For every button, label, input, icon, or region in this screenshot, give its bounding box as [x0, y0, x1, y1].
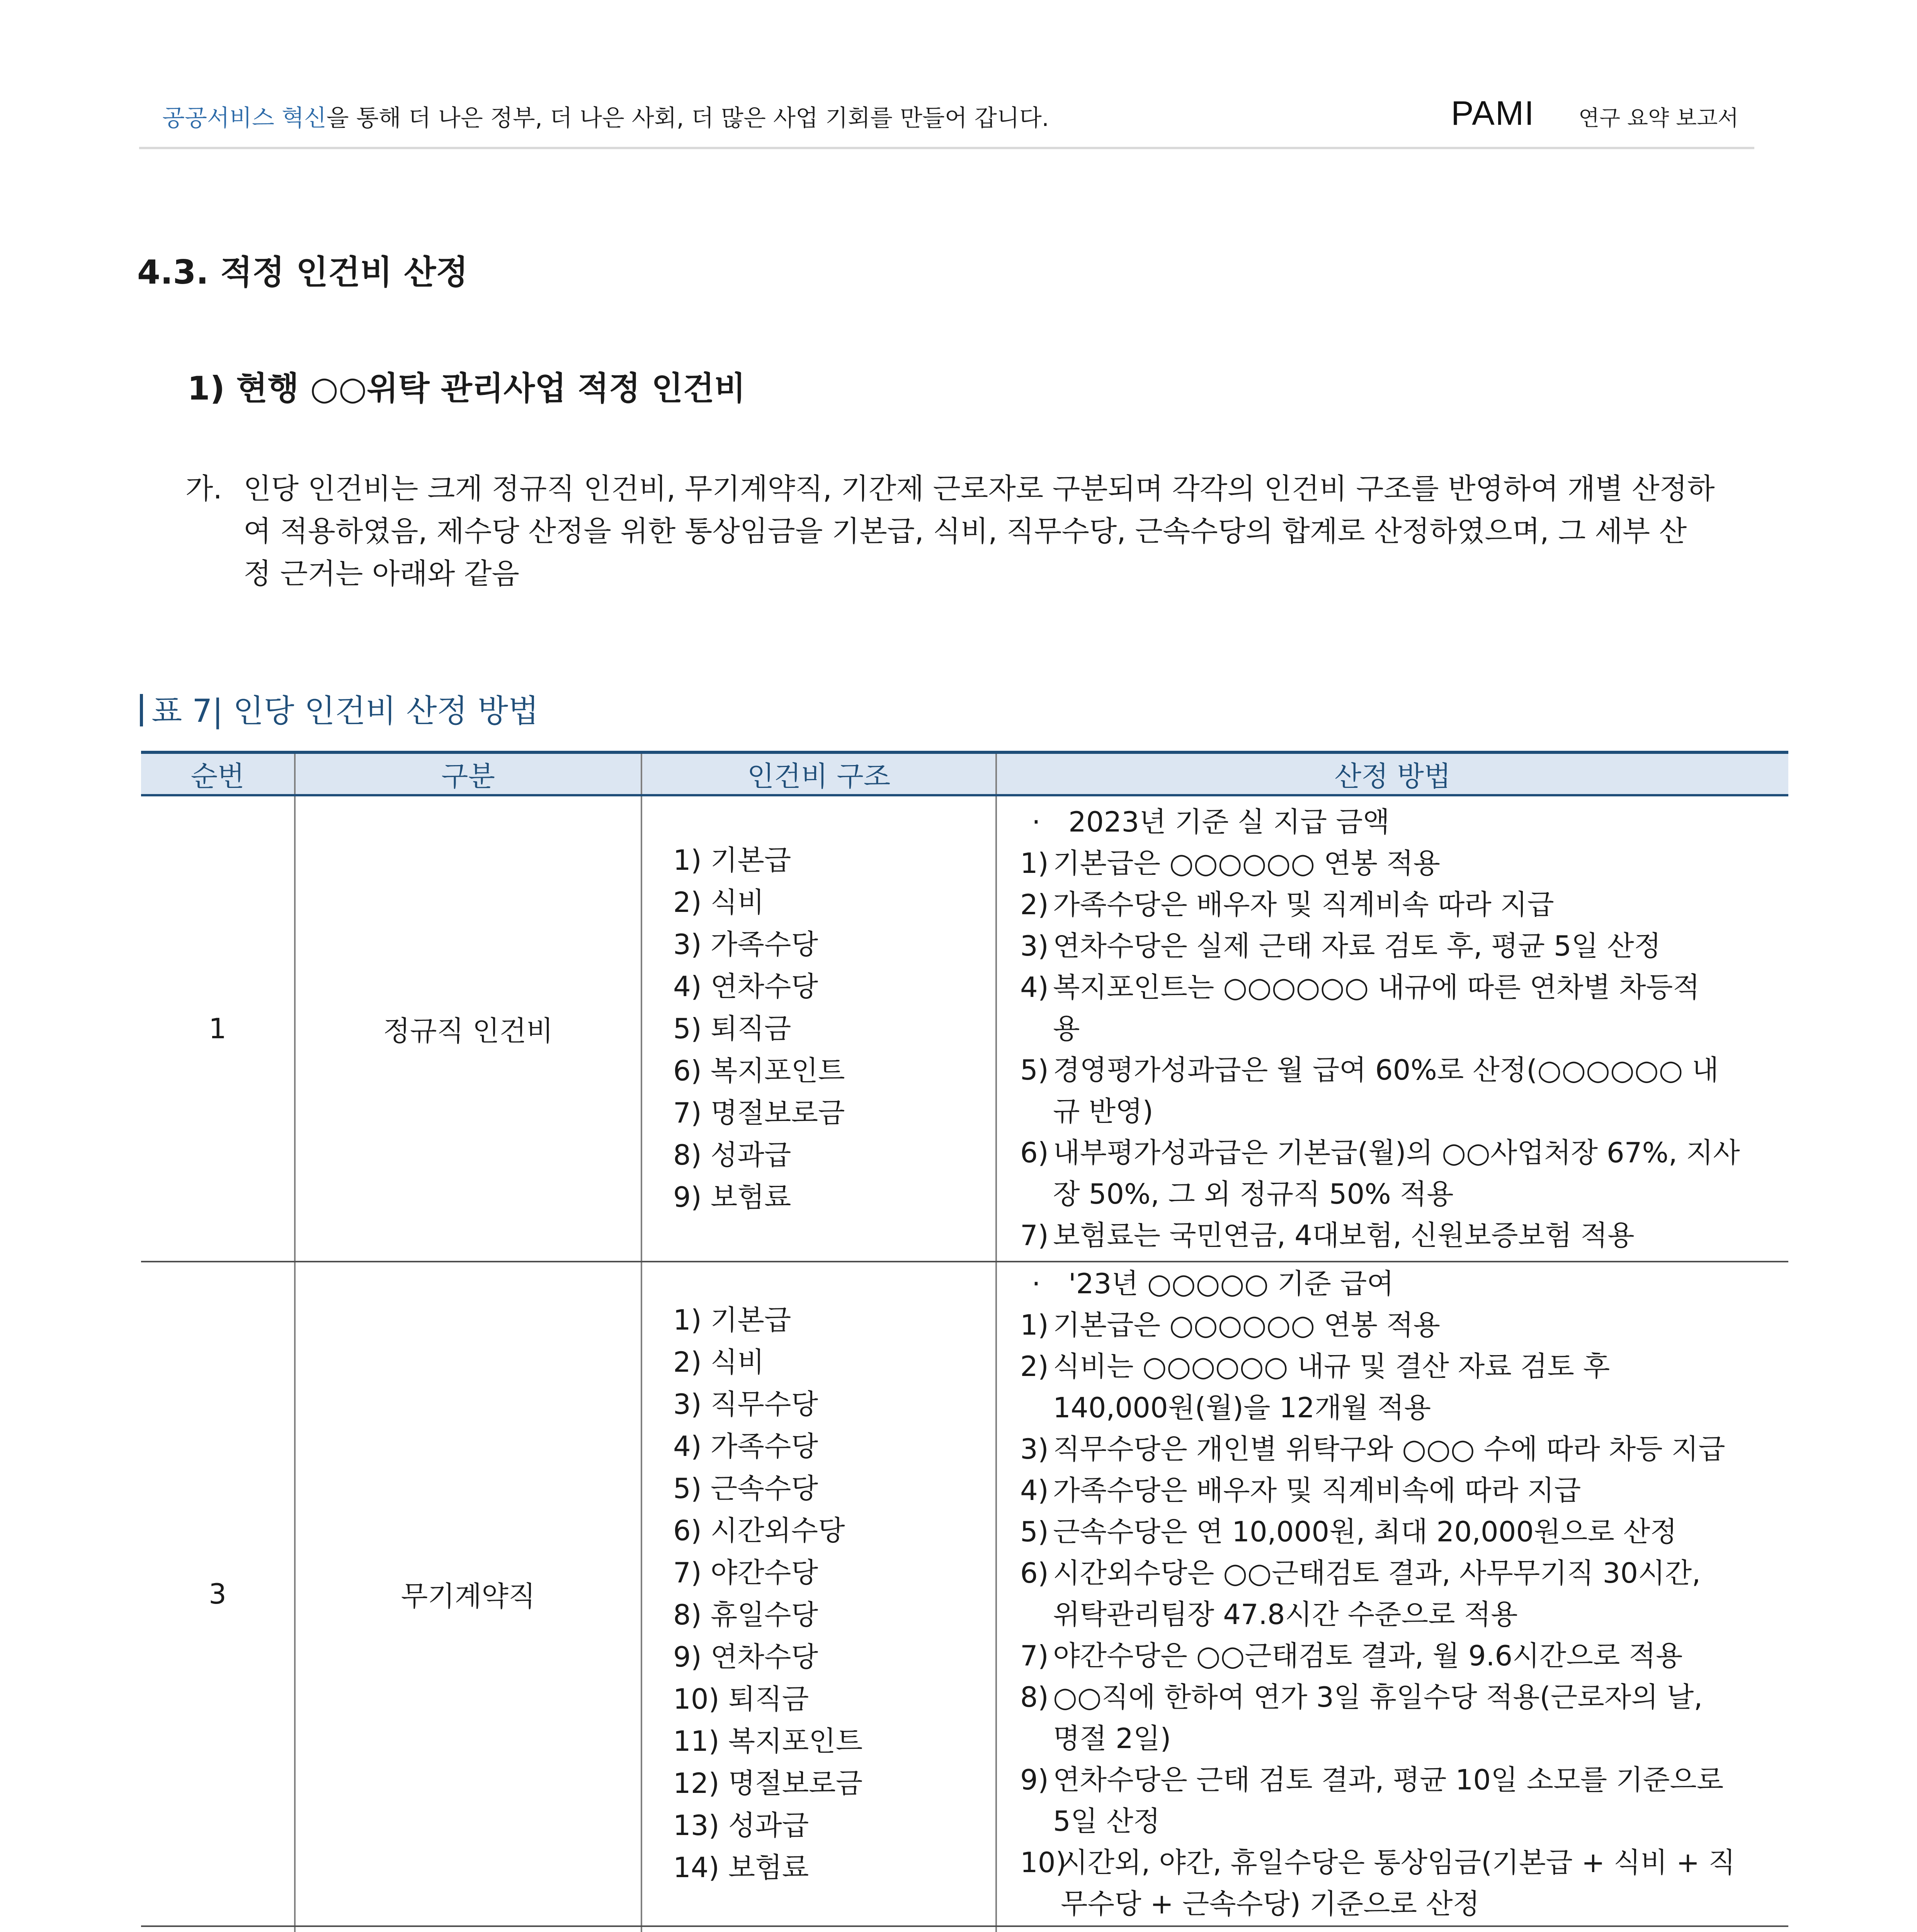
method-text: 장 50%, 그 외 정규직 50% 적용: [1053, 1177, 1454, 1210]
method-line: [1020, 1387, 1788, 1429]
method-line: [1020, 1759, 1788, 1801]
method-line: [1020, 1635, 1788, 1677]
row-category: [295, 1926, 641, 1932]
method-marker: [1020, 1387, 1053, 1429]
method-text: 기본급은 ○○○○○○ 연봉 적용: [1053, 1309, 1441, 1341]
structure-item: 9) 연차수당: [673, 1641, 818, 1673]
method-text: 야간수당은 ○○근태검토 결과, 월 9.6시간으로 적용: [1053, 1639, 1683, 1672]
structure-item: 4) 가족수당: [673, 1430, 818, 1463]
method-line: [1020, 1594, 1788, 1635]
method-text: 내부평가성과급은 기본급(월)의 ○○사업처장 67%, 지사: [1053, 1136, 1740, 1169]
method-marker: ·: [1032, 1267, 1041, 1300]
paragraph-line-1: 인당 인건비는 크게 정규직 인건비, 무기계약직, 기간제 근로자로 구분되며 각각의 인건비 구조를 반영하여 개별 산정하: [243, 472, 1715, 505]
method-marker: 5): [1020, 1515, 1049, 1548]
labor-cost-table: [141, 751, 1788, 1932]
method-line: [1020, 1173, 1788, 1215]
table-body: [141, 795, 1788, 1932]
method-text: '23년 ○○○○○ 기준 급여: [1068, 1267, 1394, 1300]
method-line: [1020, 1008, 1788, 1049]
row-number: [141, 1926, 295, 1932]
method-marker: 7): [1020, 1639, 1049, 1672]
method-marker: 4): [1020, 1474, 1049, 1507]
method-line: [1020, 843, 1788, 884]
structure-item: 10) 퇴직금: [673, 1683, 809, 1715]
row-structure: [641, 795, 996, 1262]
method-text: 5일 산정: [1053, 1805, 1160, 1837]
method-text: 위탁관리팀장 47.8시간 수준으로 적용: [1053, 1598, 1518, 1631]
structure-item: 14) 보험료: [673, 1851, 809, 1884]
method-text: 무수당 + 근속수당) 기준으로 산정: [1061, 1888, 1480, 1920]
structure-item: 12) 명절보로금: [673, 1767, 863, 1799]
method-text: 직무수당은 개인별 위탁구와 ○○○ 수에 따라 차등 지급: [1053, 1433, 1725, 1465]
method-marker: 5): [1020, 1053, 1049, 1086]
method-marker: 10): [1020, 1846, 1067, 1879]
header-no: 순번: [141, 752, 295, 795]
method-marker: [1020, 1718, 1053, 1759]
method-line: [1020, 1553, 1788, 1594]
method-marker: 9): [1020, 1764, 1049, 1796]
header-brand: PAMI: [1451, 94, 1535, 132]
method-text: 식비는 ○○○○○○ 내규 및 결산 자료 검토 후: [1053, 1350, 1610, 1383]
method-text: 시간외, 야간, 휴일수당은 통상임금(기본급 + 식비 + 직: [1061, 1846, 1735, 1879]
structure-item: 9) 보험료: [673, 1180, 791, 1213]
method-line: [1020, 1091, 1788, 1132]
paragraph-line-2: 여 적용하였음, 제수당 산정을 위한 통상임금을 기본급, 식비, 직무수당, 근속수당의 합계로 산정하였으며, 그 세부 산: [243, 515, 1687, 548]
method-text: ○○직에 한하여 연가 3일 휴일수당 적용(근로자의 날,: [1053, 1681, 1703, 1713]
section-title: 4.3. 적정 인건비 산정: [137, 253, 468, 292]
method-line: [1020, 1883, 1788, 1925]
method-marker: 6): [1020, 1557, 1049, 1589]
method-marker: 1): [1020, 1309, 1049, 1341]
structure-item: 3) 가족수당: [673, 928, 818, 961]
method-text: 복지포인트는 ○○○○○○ 내규에 따른 연차별 차등적: [1053, 971, 1700, 1003]
method-text: 기본급은 ○○○○○○ 연봉 적용: [1053, 847, 1441, 879]
method-text: 시간외수당은 ○○근태검토 결과, 사무무기직 30시간,: [1053, 1557, 1701, 1589]
table-row: [141, 795, 1788, 1262]
header-method: 산정 방법: [996, 752, 1788, 795]
method-line: [1020, 1470, 1788, 1511]
method-marker: [1020, 1801, 1053, 1842]
row-structure: [641, 1262, 996, 1926]
method-marker: 6): [1020, 1136, 1049, 1169]
method-marker: ·: [1032, 805, 1041, 838]
method-marker: 8): [1020, 1681, 1049, 1713]
table-caption-text: 표 7| 인당 인건비 산정 방법: [151, 693, 539, 730]
structure-item: 4) 연차수당: [673, 970, 818, 1003]
method-marker: [1020, 1594, 1053, 1635]
method-text: 규 반영): [1053, 1095, 1153, 1128]
header-divider: [139, 147, 1754, 149]
row-method: [996, 1262, 1788, 1926]
table-row: [141, 1926, 1788, 1932]
structure-item: 13) 성과급: [673, 1809, 809, 1842]
structure-item: 3) 직무수당: [673, 1388, 818, 1420]
table-row: [141, 1262, 1788, 1926]
method-line: [1020, 1215, 1788, 1256]
method-line: [1020, 1842, 1788, 1883]
header-report-label: 연구 요약 보고서: [1579, 106, 1739, 131]
method-marker: 1): [1020, 847, 1049, 879]
method-marker: [1020, 1091, 1053, 1132]
method-marker: 2): [1020, 1350, 1049, 1383]
header-category: 구분: [295, 752, 641, 795]
method-text: 연차수당은 실제 근태 자료 검토 후, 평균 5일 산정: [1053, 929, 1661, 962]
body-paragraph: [185, 468, 1793, 595]
method-marker: 2): [1020, 888, 1049, 921]
structure-item: 7) 야간수당: [673, 1556, 818, 1589]
structure-item: 6) 복지포인트: [673, 1054, 845, 1087]
structure-item: 2) 식비: [673, 886, 764, 918]
subsection-title: 1) 현행 ○○위탁 관리사업 적정 인건비: [187, 369, 746, 407]
table-header-row: [141, 752, 1788, 795]
structure-item: 7) 명절보로금: [673, 1096, 845, 1129]
method-text: 가족수당은 배우자 및 직계비속에 따라 지급: [1053, 1474, 1581, 1507]
header-tagline: [162, 100, 1049, 133]
structure-item: 8) 성과급: [673, 1138, 791, 1171]
method-line: [1020, 1263, 1788, 1304]
method-line: [1020, 1511, 1788, 1553]
structure-item: 5) 근속수당: [673, 1472, 818, 1505]
method-text: 2023년 기준 실 지급 금액: [1068, 805, 1390, 838]
method-line: [1020, 1718, 1788, 1759]
header-tagline-rest: 을 통해 더 나은 정부, 더 나은 사회, 더 많은 사업 기회를 만들어 갑니다.: [326, 105, 1049, 132]
table-caption: [140, 686, 539, 731]
structure-item: 6) 시간외수당: [673, 1514, 845, 1547]
method-line: [1020, 1304, 1788, 1346]
method-line: [1020, 1049, 1788, 1091]
method-line: [1020, 1429, 1788, 1470]
method-line: [1020, 801, 1788, 843]
method-text: 가족수당은 배우자 및 직계비속 따라 지급: [1053, 888, 1554, 921]
method-text: 연차수당은 근태 검토 결과, 평균 10일 소모를 기준으로: [1053, 1764, 1724, 1796]
method-marker: [1020, 1883, 1061, 1925]
paragraph-line-3: 정 근거는 아래와 같음: [243, 557, 519, 590]
method-text: 명절 2일): [1053, 1722, 1171, 1755]
structure-item: 5) 퇴직금: [673, 1012, 791, 1045]
row-category: 정규직 인건비: [295, 795, 641, 1262]
row-number: 1: [141, 795, 295, 1262]
method-marker: [1020, 1008, 1053, 1049]
method-text: 보험료는 국민연금, 4대보험, 신원보증보험 적용: [1053, 1219, 1635, 1252]
method-marker: [1020, 1173, 1053, 1215]
caption-bar: [140, 694, 143, 726]
method-line: [1020, 884, 1788, 925]
row-method: [996, 795, 1788, 1262]
row-number: 3: [141, 1262, 295, 1926]
method-marker: 3): [1020, 1433, 1049, 1465]
method-marker: 4): [1020, 971, 1049, 1003]
method-marker: 7): [1020, 1219, 1049, 1252]
method-line: [1020, 1677, 1788, 1718]
method-text: 경영평가성과급은 월 급여 60%로 산정(○○○○○○ 내: [1053, 1053, 1719, 1086]
method-text: 용: [1053, 1012, 1080, 1045]
header-tagline-accent: 공공서비스 혁신: [162, 105, 327, 132]
method-text: 140,000원(월)을 12개월 적용: [1053, 1391, 1431, 1424]
method-text: 근속수당은 연 10,000원, 최대 20,000원으로 산정: [1053, 1515, 1677, 1548]
row-structure: [641, 1926, 996, 1932]
method-line: [1020, 967, 1788, 1008]
structure-item: 1) 기본급: [673, 1304, 791, 1336]
row-category: 무기계약직: [295, 1262, 641, 1926]
structure-item: 8) 휴일수당: [673, 1599, 818, 1631]
structure-item: 1) 기본급: [673, 844, 791, 876]
method-line: [1020, 1346, 1788, 1387]
row-method: [996, 1926, 1788, 1932]
method-line: [1020, 1132, 1788, 1173]
method-marker: 3): [1020, 929, 1049, 962]
header-structure: 인건비 구조: [641, 752, 996, 795]
method-line: [1020, 1801, 1788, 1842]
structure-item: 2) 식비: [673, 1346, 764, 1378]
paragraph-marker: 가.: [185, 472, 223, 505]
method-line: [1020, 925, 1788, 967]
structure-item: 11) 복지포인트: [673, 1725, 863, 1757]
